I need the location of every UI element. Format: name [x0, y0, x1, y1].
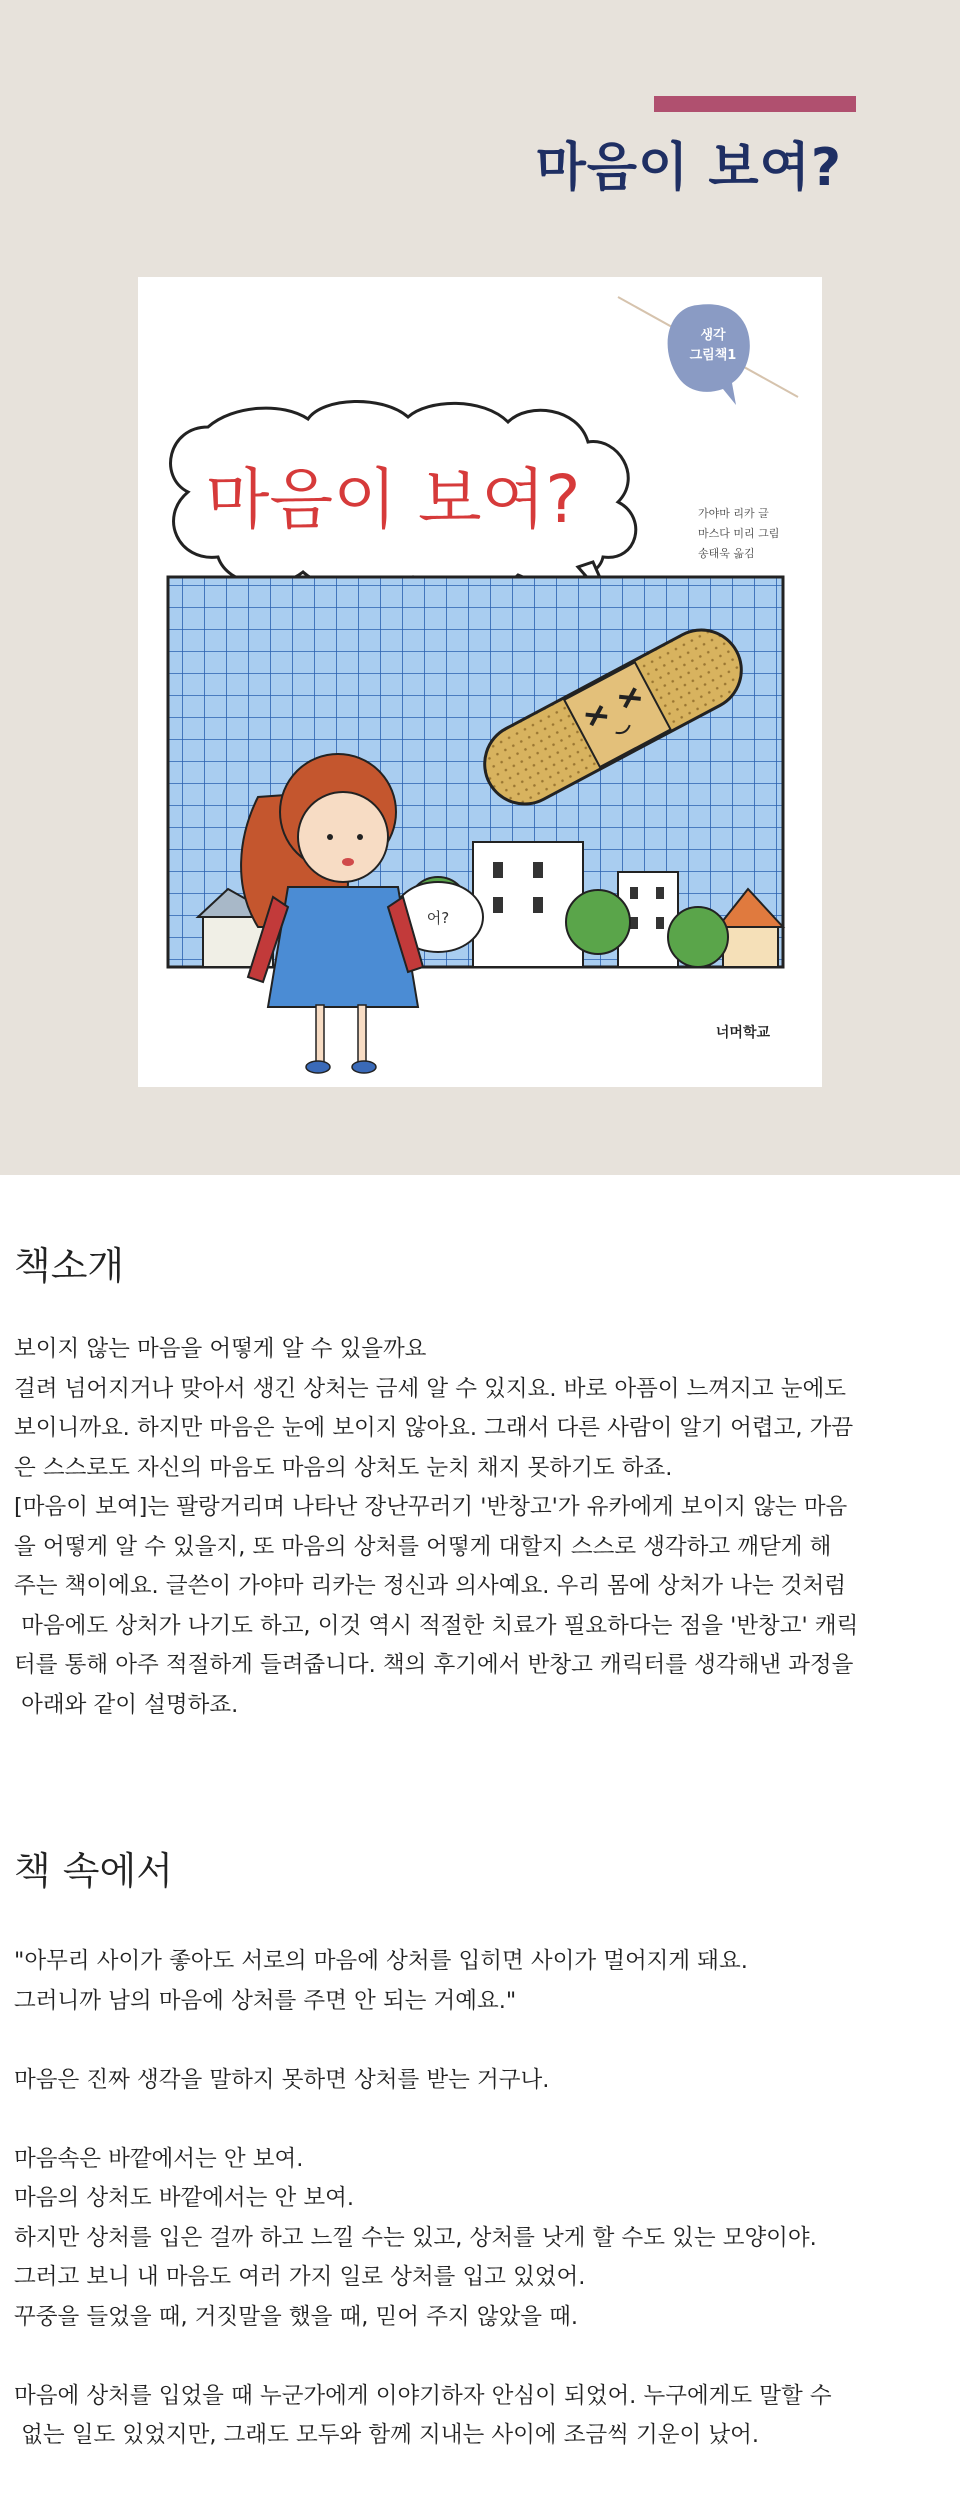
series-badge-line2: 그림책1	[689, 348, 737, 363]
excerpt-line: 없는 일도 있었지만, 그래도 모두와 함께 지내는 사이에 조금씩 기운이 났어.	[14, 2422, 760, 2448]
cover-title: 마음이 보여?	[205, 461, 581, 538]
girl-illustration	[241, 754, 423, 1073]
book-cover-image[interactable]	[138, 277, 822, 1087]
publisher-logo: 너머학교	[715, 1025, 770, 1041]
excerpt-line: "아무리 사이가 좋아도 서로의 마음에 상처를 입히면 사이가 멀어지게 돼요.	[14, 1948, 748, 1974]
excerpt-body	[14, 1942, 946, 2456]
title-accent-bar	[654, 96, 856, 112]
excerpt-line: 마음의 상처도 바깥에서는 안 보여.	[14, 2185, 355, 2211]
excerpt-line: 하지만 상처를 입은 걸까 하고 느낄 수는 있고, 상처를 낫게 할 수도 있는 모양이야.	[14, 2224, 817, 2251]
intro-line: 보이지 않는 마음을 어떻게 알 수 있을까요	[14, 1336, 427, 1362]
intro-line: 은 스스로도 자신의 마음도 마음의 상처도 눈치 채지 못하기도 하죠.	[14, 1454, 673, 1481]
intro-line: 보이니까요. 하지만 마음은 눈에 보이지 않아요. 그래서 다른 사람이 알기 어렵고, 가끔	[14, 1415, 854, 1441]
page-title: 마음이 보여?	[535, 138, 842, 198]
excerpt-line: 그러고 보니 내 마음도 여러 가지 일로 상처를 입고 있었어.	[14, 2264, 586, 2290]
credit-author: 가야마 리카 글	[698, 507, 769, 520]
excerpt-heading: 책 속에서	[14, 1849, 173, 1893]
small-speech-text: 어?	[426, 909, 450, 927]
intro-line: [마음이 보여]는 팔랑거리며 나타난 장난꾸러기 '반창고'가 유카에게 보이지 않는 마음	[14, 1494, 848, 1520]
excerpt-line: 마음속은 바깥에서는 안 보여.	[14, 2145, 304, 2172]
excerpt-line	[14, 2337, 946, 2377]
hero-banner	[0, 0, 960, 1175]
series-badge-line1: 생각	[700, 328, 726, 343]
excerpt-line: 꾸중을 들었을 때, 거짓말을 했을 때, 믿어 주지 않았을 때.	[14, 2303, 578, 2330]
excerpt-line	[14, 2100, 946, 2140]
series-badge	[668, 304, 750, 405]
credit-illustrator: 마스다 미리 그림	[698, 527, 780, 540]
intro-line: 아래와 같이 설명하죠.	[14, 1691, 239, 1718]
intro-line: 터를 통해 아주 적절하게 들려줍니다. 책의 후기에서 반창고 캐릭터를 생각해낸 과정을	[14, 1652, 854, 1678]
excerpt-line: 그러니까 남의 마음에 상처를 주면 안 되는 거예요."	[14, 1987, 517, 2014]
intro-line: 걸려 넘어지거나 맞아서 생긴 상처는 금세 알 수 있지요. 바로 아픔이 느껴지고 눈에도	[14, 1375, 846, 1402]
intro-line: 을 어떻게 알 수 있을지, 또 마음의 상처를 어떻게 대할지 스스로 생각하고 깨닫게 해	[14, 1533, 832, 1560]
excerpt-line: 마음은 진짜 생각을 말하지 못하면 상처를 받는 거구나.	[14, 2066, 550, 2093]
intro-line: 주는 책이에요. 글쓴이 가야마 리카는 정신과 의사예요. 우리 몸에 상처가 나는 것처럼	[14, 1573, 846, 1599]
excerpt-line	[14, 2021, 946, 2061]
intro-line: 마음에도 상처가 나기도 하고, 이것 역시 적절한 치료가 필요하다는 점을 '반창고' 캐릭	[14, 1612, 859, 1639]
credit-translator: 송태욱 옮김	[698, 547, 755, 560]
intro-heading: 책소개	[14, 1244, 125, 1288]
excerpt-line: 마음에 상처를 입었을 때 누군가에게 이야기하자 안심이 되었어. 누구에게도 말할 수	[14, 2382, 832, 2409]
intro-body	[14, 1330, 946, 1725]
